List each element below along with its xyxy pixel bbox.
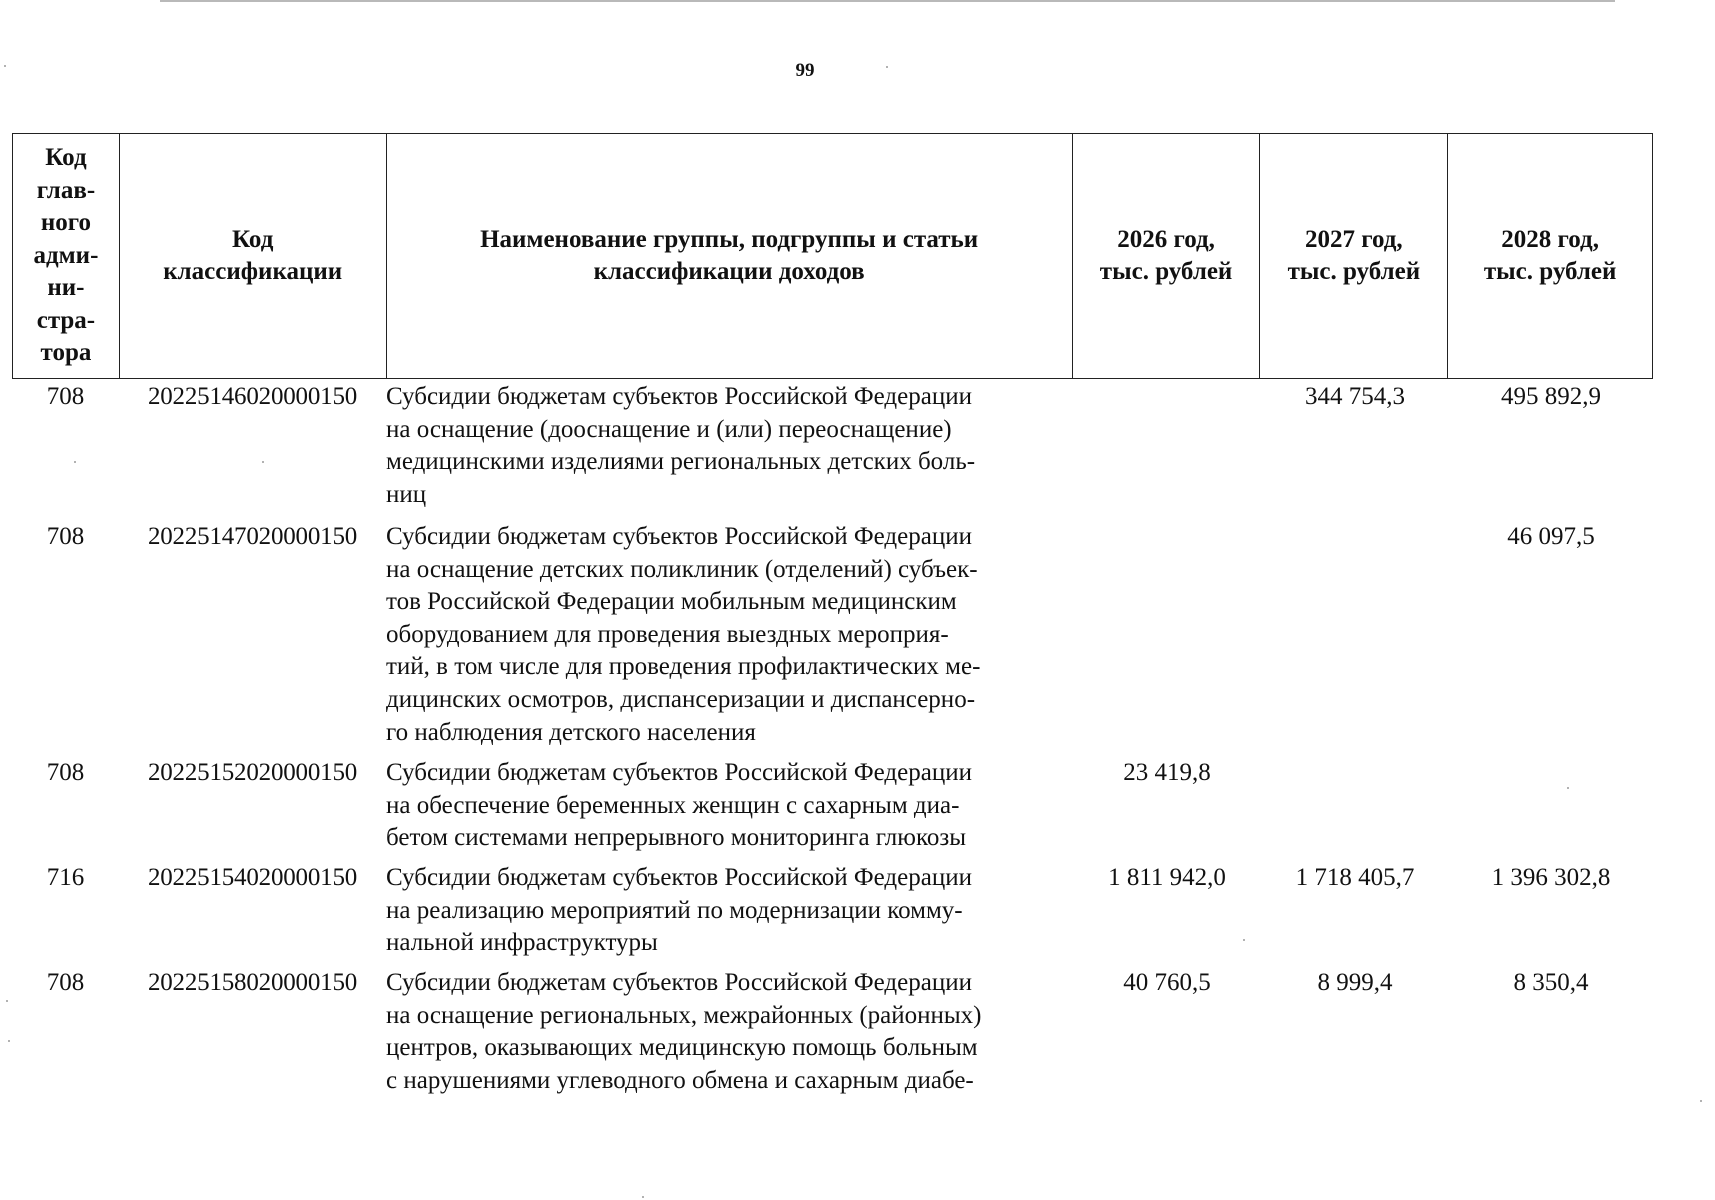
header-year-2026: 2026 год, тыс. рублей xyxy=(1073,134,1261,378)
revenue-name-cell xyxy=(386,519,1073,755)
revenue-name-line: оборудованием для проведения выездных мероприя- xyxy=(386,620,949,648)
revenue-name-line: Субсидии бюджетам субъектов Российской Федерации xyxy=(386,383,972,410)
classification-code-cell: 20225154020000150 xyxy=(147,864,358,891)
scan-speck xyxy=(74,461,76,463)
amount-2026-cell xyxy=(1073,519,1261,755)
scan-speck xyxy=(1700,1100,1702,1102)
amount-2027-cell: 1 718 405,7 xyxy=(1295,864,1415,891)
revenue-name-line: Субсидии бюджетам субъектов Российской Федерации xyxy=(386,969,972,996)
amount-2028-cell: 495 892,9 xyxy=(1501,383,1601,410)
scan-speck xyxy=(8,1040,10,1042)
admin-code-cell: 708 xyxy=(46,383,85,410)
table-body xyxy=(12,379,1653,1105)
revenue-name-line: центров, оказывающих медицинскую помощь больным xyxy=(386,1034,978,1062)
amount-2026-cell: 1 811 942,0 xyxy=(1108,864,1226,891)
revenue-name-line: на оснащение детских поликлиник (отделений) субъек- xyxy=(386,555,978,583)
revenue-name-line: тов Российской Федерации мобильным медицинским xyxy=(386,588,957,616)
revenue-name-line: медицинскими изделиями региональных детских боль- xyxy=(386,448,976,476)
admin-code-cell: 708 xyxy=(46,759,85,786)
header-classification-code: Код классификации xyxy=(120,134,387,378)
revenue-name-line: Субсидии бюджетам субъектов Российской Федерации xyxy=(386,759,972,786)
amount-2027-cell: 8 999,4 xyxy=(1317,969,1393,996)
header-revenue-name: Наименование группы, подгруппы и статьи классификации доходов xyxy=(387,134,1073,378)
revenue-table xyxy=(12,133,1653,1105)
header-year-2027: 2027 год, тыс. рублей xyxy=(1260,134,1448,378)
revenue-name-line: тий, в том числе для проведения профилактических ме- xyxy=(386,653,981,681)
amount-2026-cell: 23 419,8 xyxy=(1123,759,1211,786)
revenue-name-line: нальной инфраструктуры xyxy=(386,929,658,957)
revenue-name-line: на оснащение региональных, межрайонных (районных) xyxy=(386,1001,982,1029)
table-header-row xyxy=(12,133,1653,379)
scan-speck xyxy=(1567,787,1569,789)
scan-speck xyxy=(886,66,888,68)
scan-top-edge xyxy=(160,0,1615,2)
classification-code-cell: 20225152020000150 xyxy=(147,759,358,786)
classification-code-cell: 20225158020000150 xyxy=(147,969,358,996)
scan-speck xyxy=(642,1196,644,1198)
revenue-name-line: дицинских осмотров, диспансеризации и диспансерно- xyxy=(386,685,976,713)
header-admin-code: Код глав- ного адми- ни- стра- тора xyxy=(13,134,120,378)
amount-2027-cell: 344 754,3 xyxy=(1305,383,1405,410)
revenue-name-line: бетом системами непрерывного мониторинга глюкозы xyxy=(386,824,966,852)
amount-2027-cell xyxy=(1261,519,1449,755)
amount-2028-cell: 46 097,5 xyxy=(1507,523,1595,550)
header-year-2028: 2028 год, тыс. рублей xyxy=(1483,226,1617,285)
page-number: 99 xyxy=(795,60,815,81)
table-row xyxy=(12,379,1653,519)
classification-code-cell: 20225146020000150 xyxy=(147,383,358,410)
table-row xyxy=(12,860,1653,965)
amount-2028-cell: 1 396 302,8 xyxy=(1491,864,1611,891)
table-row xyxy=(12,755,1653,860)
amount-2028-cell: 8 350,4 xyxy=(1513,969,1589,996)
revenue-name-line: го наблюдения детского населения xyxy=(386,718,756,746)
revenue-name-cell xyxy=(386,755,1073,860)
admin-code-cell: 708 xyxy=(46,969,85,996)
revenue-name-line: на оснащение (дооснащение и (или) переоснащение) xyxy=(386,415,952,443)
table-row xyxy=(12,519,1653,755)
revenue-name-line: на обеспечение беременных женщин с сахарным диа- xyxy=(386,791,960,819)
revenue-name-cell xyxy=(386,860,1073,965)
scan-speck xyxy=(6,1000,8,1002)
revenue-name-line: с нарушениями углеводного обмена и сахарным диабе- xyxy=(386,1066,974,1094)
revenue-name-line: ниц xyxy=(386,480,427,508)
revenue-name-cell xyxy=(386,965,1073,1105)
scan-speck xyxy=(4,65,6,67)
admin-code-cell: 708 xyxy=(46,523,85,550)
amount-2028-cell xyxy=(1449,755,1653,860)
amount-2026-cell: 40 760,5 xyxy=(1123,969,1211,996)
revenue-name-line: на реализацию мероприятий по модернизации комму- xyxy=(386,896,963,924)
amount-2026-cell xyxy=(1073,379,1261,519)
revenue-name-cell xyxy=(386,379,1073,519)
scan-speck xyxy=(262,461,264,463)
amount-2027-cell xyxy=(1261,755,1449,860)
scan-speck xyxy=(1243,939,1245,941)
revenue-name-line: Субсидии бюджетам субъектов Российской Федерации xyxy=(386,523,972,550)
classification-code-cell: 20225147020000150 xyxy=(147,523,358,550)
admin-code-cell: 716 xyxy=(46,864,85,891)
revenue-name-line: Субсидии бюджетам субъектов Российской Федерации xyxy=(386,864,972,891)
table-row xyxy=(12,965,1653,1105)
